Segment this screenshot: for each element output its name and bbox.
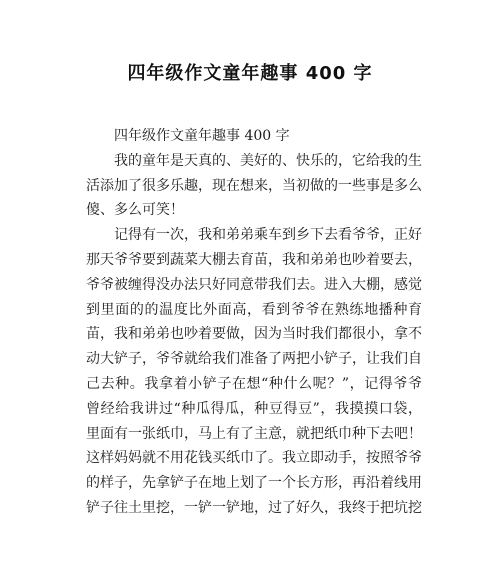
- paragraph-1: 我的童年是天真的、美好的、快乐的，它给我的生活添加了很多乐趣，现在想来，当初做的一些事是多么傻、多么可笑！: [86, 152, 422, 219]
- document-title: 四年级作文童年趣事 400 字: [127, 63, 373, 84]
- paragraph-2: 记得有一次，我和弟弟乘车到乡下去看爷爷，正好那天爷爷要到蔬菜大棚去育苗，我和弟弟也吵着要去，爷爷被缠得没办法只好同意带我们去。进入大棚，感觉到里面的的温度比外面高，看到爷爷在熟练地播种育苗，我和弟弟也吵着要做，因为当时我们都很小，拿不动大铲子，爷爷就给我们准备了两把小铲子，让我们自己去种。我拿着小铲子在想“种什么呢？”，记得爷爷曾经给我讲过“种瓜得瓜，种豆得豆”，我摸摸口袋，里面有一张纸巾，马上有了主意，就把纸巾种下去吧！这样妈妈就不用花钱买纸巾了。我立即动手，按照爷爷的样子，先拿铲子在地上划了一个长方形，再沿着线用铲子往土里挖，一铲一铲地，过了好久，我终于把坑挖: [86, 227, 422, 516]
- article-subtitle: 四年级作文童年趣事 400 字: [114, 128, 290, 144]
- article-body: [86, 124, 422, 521]
